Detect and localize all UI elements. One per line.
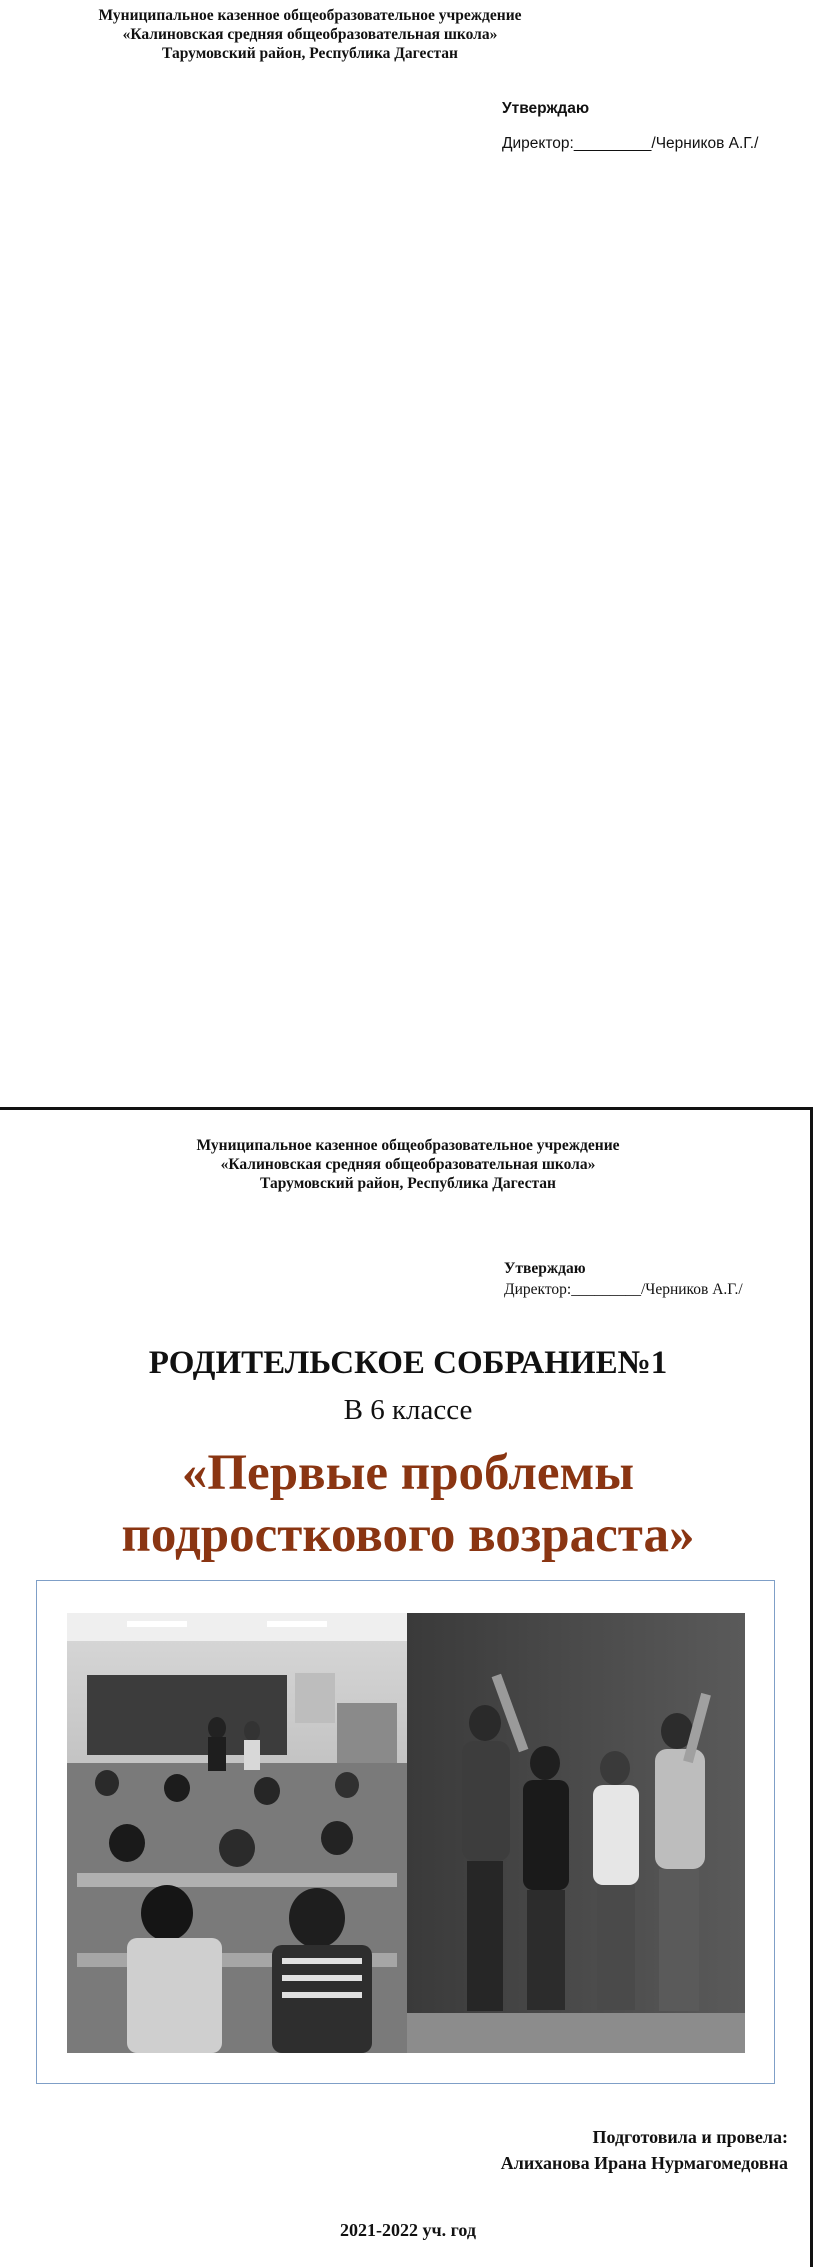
class-subtitle: В 6 классе	[343, 1394, 473, 1426]
school-type-line: Муниципальное казенное общеобразовательное учреждение	[98, 7, 522, 24]
classroom-teens-photo	[67, 1613, 745, 2053]
director-signature-line: Директор:_________/Черников А.Г./	[502, 135, 759, 152]
topic-line-1: «Первые проблемы	[181, 1445, 635, 1501]
school-region-line: Тарумовский район, Республика Дагестан	[260, 1175, 556, 1192]
prepared-by-block	[501, 2124, 788, 2176]
school-region-line: Тарумовский район, Республика Дагестан	[162, 45, 458, 62]
school-type-line: Муниципальное казенное общеобразовательное учреждение	[196, 1137, 620, 1154]
school-name-line: «Калиновская средняя общеобразовательная школа»	[220, 1156, 596, 1173]
page1-approval-block	[502, 100, 758, 153]
meeting-topic	[0, 1442, 816, 1566]
prepared-label: Подготовила и провела:	[592, 2127, 788, 2147]
school-name-line: «Калиновская средняя общеобразовательная школа»	[122, 26, 498, 43]
page2-approval-block	[504, 1258, 743, 1300]
page1-school-header	[0, 6, 620, 63]
topic-line-2: подросткового возраста»	[121, 1507, 695, 1563]
prepared-name: Алиханова Ирана Нурмагомедовна	[500, 2153, 788, 2173]
meeting-title: РОДИТЕЛЬСКОЕ СОБРАНИЕ№1	[148, 1345, 668, 1381]
page2-school-header	[0, 1136, 816, 1193]
approve-title: Утверждаю	[502, 100, 590, 117]
academic-year: 2021-2022 уч. год	[340, 2220, 476, 2240]
director-signature-line: Директор:_________/Черников А.Г./	[504, 1281, 743, 1298]
photo-frame	[36, 1580, 775, 2084]
approve-title: Утверждаю	[504, 1260, 586, 1277]
